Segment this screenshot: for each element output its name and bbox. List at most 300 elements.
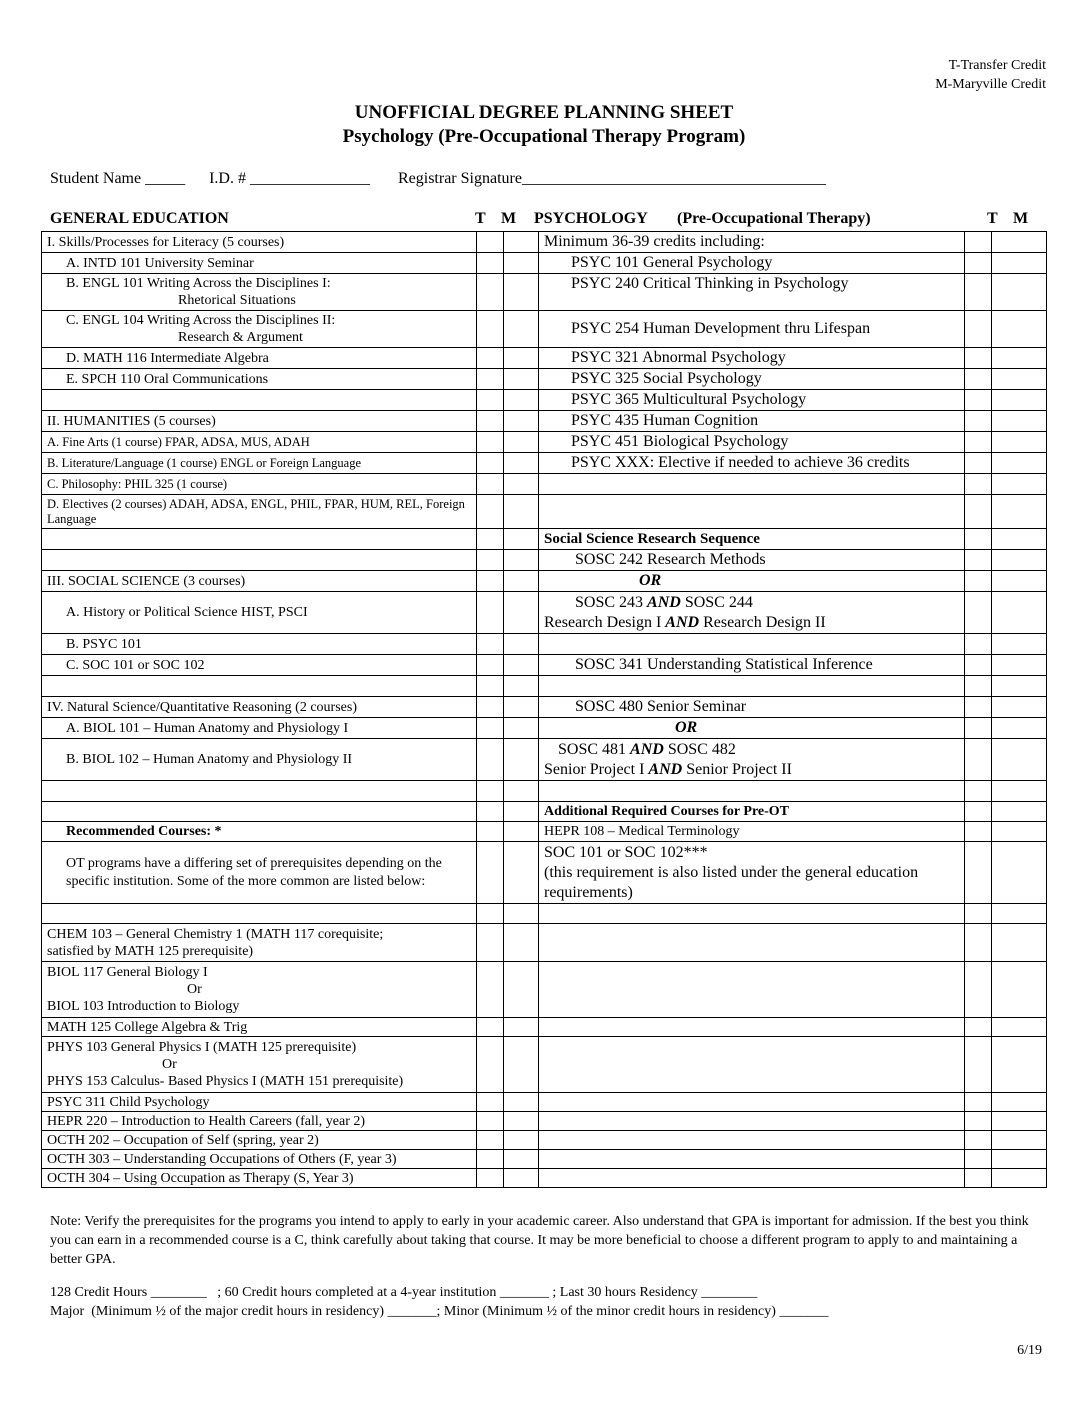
m-box[interactable] bbox=[504, 474, 539, 495]
table-row bbox=[42, 232, 1047, 253]
course-line: Or bbox=[187, 982, 202, 997]
degree-plan-table bbox=[41, 231, 1047, 1188]
t-box[interactable] bbox=[965, 495, 992, 529]
t-box[interactable] bbox=[965, 676, 992, 697]
gen-ed-cell bbox=[42, 550, 477, 571]
t-box[interactable] bbox=[965, 1169, 992, 1188]
gen-ed-cell: D. Electives (2 courses) ADAH, ADSA, ENGL, PHIL, FPAR, HUM, REL, Foreign Language bbox=[42, 495, 477, 529]
m-box[interactable] bbox=[992, 676, 1047, 697]
m-box[interactable] bbox=[504, 822, 539, 842]
t-box[interactable] bbox=[965, 802, 992, 822]
m-box[interactable] bbox=[992, 432, 1047, 453]
gen-ed-cell: OCTH 202 – Occupation of Self (spring, year 2) bbox=[42, 1131, 477, 1150]
m-box[interactable] bbox=[504, 1112, 539, 1131]
credit-legend bbox=[935, 56, 1046, 94]
gen-ed-cell: C. SOC 101 or SOC 102 bbox=[42, 655, 477, 676]
gen-ed-cell: A. INTD 101 University Seminar bbox=[42, 253, 477, 274]
t-box[interactable] bbox=[477, 802, 504, 822]
m-box[interactable] bbox=[504, 311, 539, 348]
gen-ed-cell: C. Philosophy: PHIL 325 (1 course) bbox=[42, 474, 477, 495]
m-box[interactable] bbox=[504, 232, 539, 253]
t-box[interactable] bbox=[965, 904, 992, 924]
table-row bbox=[42, 1112, 1047, 1131]
t-box[interactable] bbox=[965, 1018, 992, 1037]
psych-header: PSYCHOLOGY bbox=[534, 210, 648, 227]
m-box[interactable] bbox=[504, 274, 539, 311]
t-box[interactable] bbox=[477, 474, 504, 495]
psych-cell bbox=[539, 1037, 965, 1093]
t-box[interactable] bbox=[965, 1037, 992, 1093]
table-row bbox=[42, 962, 1047, 1018]
gen-ed-cell: IV. Natural Science/Quantitative Reasoning (2 courses) bbox=[42, 697, 477, 718]
m-box[interactable] bbox=[992, 781, 1047, 802]
psych-cell bbox=[539, 1150, 965, 1169]
psych-cell: PSYC 101 General Psychology bbox=[539, 253, 965, 274]
t-box[interactable] bbox=[965, 739, 992, 781]
table-row bbox=[42, 592, 1047, 634]
m-box[interactable] bbox=[504, 348, 539, 369]
t-box[interactable] bbox=[477, 697, 504, 718]
gen-ed-cell bbox=[42, 924, 477, 962]
course-line: BIOL 117 General Biology I bbox=[47, 965, 208, 980]
gen-ed-cell: III. SOCIAL SCIENCE (3 courses) bbox=[42, 571, 477, 592]
psych-cell bbox=[539, 1018, 965, 1037]
t-box[interactable] bbox=[477, 1150, 504, 1169]
m-box[interactable] bbox=[504, 1093, 539, 1112]
gen-ed-cell: A. Fine Arts (1 course) FPAR, ADSA, MUS, ADAH bbox=[42, 432, 477, 453]
t-box[interactable] bbox=[965, 369, 992, 390]
psych-cell: PSYC 321 Abnormal Psychology bbox=[539, 348, 965, 369]
psych-cell bbox=[539, 1131, 965, 1150]
gen-ed-cell: OCTH 304 – Using Occupation as Therapy (S, Year 3) bbox=[42, 1169, 477, 1188]
gen-ed-cell: OT programs have a differing set of prerequisites depending on the specific institution. Some of the more common are listed below: bbox=[42, 842, 477, 904]
course-text: Research Design I bbox=[544, 613, 666, 631]
m-box[interactable] bbox=[992, 697, 1047, 718]
t-box[interactable] bbox=[477, 718, 504, 739]
gen-ed-cell bbox=[42, 390, 477, 411]
and-label: AND bbox=[647, 593, 681, 611]
m-box[interactable] bbox=[992, 348, 1047, 369]
gen-ed-cell bbox=[42, 274, 477, 311]
m-box[interactable] bbox=[992, 1169, 1047, 1188]
t-box[interactable] bbox=[965, 390, 992, 411]
m-box[interactable] bbox=[504, 634, 539, 655]
m-box[interactable] bbox=[504, 1037, 539, 1093]
course-text: Research Design II bbox=[699, 613, 826, 631]
psych-cell bbox=[539, 1112, 965, 1131]
t-box[interactable] bbox=[477, 655, 504, 676]
gpa-note: Note: Verify the prerequisites for the programs you intend to apply to early in your academic career. Also understand that GPA is important for admission. If the best you think you can earn in a recommended course is a C, think carefully about taking that course. It may be more beneficial to choose a different program to apply to and maintaining a better GPA. bbox=[50, 1214, 1029, 1267]
m-box[interactable] bbox=[992, 390, 1047, 411]
t-box[interactable] bbox=[477, 253, 504, 274]
table-row bbox=[42, 634, 1047, 655]
gen-ed-cell: B. BIOL 102 – Human Anatomy and Physiology II bbox=[42, 739, 477, 781]
m-box[interactable] bbox=[992, 1093, 1047, 1112]
table-row bbox=[42, 432, 1047, 453]
m-box[interactable] bbox=[504, 739, 539, 781]
m-box[interactable] bbox=[992, 1112, 1047, 1131]
course-line: (this requirement is also listed under the general education requirements) bbox=[544, 863, 919, 901]
psych-cell bbox=[539, 1093, 965, 1112]
table-row bbox=[42, 924, 1047, 962]
m-box[interactable] bbox=[504, 369, 539, 390]
m-box[interactable] bbox=[992, 739, 1047, 781]
t-box[interactable] bbox=[965, 962, 992, 1018]
t-box[interactable] bbox=[965, 571, 992, 592]
table-row bbox=[42, 739, 1047, 781]
m-box[interactable] bbox=[504, 962, 539, 1018]
t-box[interactable] bbox=[477, 1112, 504, 1131]
psych-cell bbox=[539, 634, 965, 655]
and-label: AND bbox=[630, 740, 664, 758]
psych-cell bbox=[539, 495, 965, 529]
m-box[interactable] bbox=[504, 781, 539, 802]
m-box[interactable] bbox=[504, 432, 539, 453]
table-row bbox=[42, 571, 1047, 592]
m-box[interactable] bbox=[992, 1131, 1047, 1150]
m-box[interactable] bbox=[504, 718, 539, 739]
t-box[interactable] bbox=[477, 1018, 504, 1037]
m-box[interactable] bbox=[992, 369, 1047, 390]
t-box[interactable] bbox=[965, 550, 992, 571]
or-label: OR bbox=[539, 571, 965, 592]
table-row bbox=[42, 655, 1047, 676]
gen-ed-cell: MATH 125 College Algebra & Trig bbox=[42, 1018, 477, 1037]
m-box[interactable] bbox=[504, 697, 539, 718]
course-line: Or bbox=[162, 1057, 177, 1072]
psych-cell bbox=[539, 739, 965, 781]
gen-ed-cell bbox=[42, 676, 477, 697]
t-box[interactable] bbox=[965, 1093, 992, 1112]
m-box[interactable] bbox=[504, 453, 539, 474]
t-box[interactable] bbox=[477, 739, 504, 781]
table-row bbox=[42, 348, 1047, 369]
m-box[interactable] bbox=[992, 1037, 1047, 1093]
t-box[interactable] bbox=[965, 232, 992, 253]
student-info-line bbox=[50, 170, 826, 188]
t-box[interactable] bbox=[965, 274, 992, 311]
t-box[interactable] bbox=[477, 274, 504, 311]
t-box[interactable] bbox=[477, 529, 504, 550]
table-row bbox=[42, 697, 1047, 718]
table-row bbox=[42, 274, 1047, 311]
t-box[interactable] bbox=[965, 1112, 992, 1131]
course-text: SOSC 481 bbox=[558, 740, 631, 758]
table-row bbox=[42, 411, 1047, 432]
m-box[interactable] bbox=[504, 495, 539, 529]
table-row bbox=[42, 802, 1047, 822]
m-box[interactable] bbox=[992, 453, 1047, 474]
t-box[interactable] bbox=[965, 474, 992, 495]
table-row bbox=[42, 1169, 1047, 1188]
t-box[interactable] bbox=[965, 697, 992, 718]
table-row bbox=[42, 453, 1047, 474]
m-box[interactable] bbox=[504, 904, 539, 924]
t-box[interactable] bbox=[965, 655, 992, 676]
t-box[interactable] bbox=[965, 718, 992, 739]
psych-cell bbox=[539, 676, 965, 697]
t-box[interactable] bbox=[477, 432, 504, 453]
table-row bbox=[42, 1037, 1047, 1093]
m-box[interactable] bbox=[992, 802, 1047, 822]
m-box[interactable] bbox=[504, 253, 539, 274]
m-box[interactable] bbox=[992, 718, 1047, 739]
t-box[interactable] bbox=[477, 842, 504, 904]
t-box[interactable] bbox=[965, 311, 992, 348]
m-box[interactable] bbox=[992, 529, 1047, 550]
psych-cell bbox=[539, 1169, 965, 1188]
table-row bbox=[42, 390, 1047, 411]
psych-cell: PSYC 451 Biological Psychology bbox=[539, 432, 965, 453]
m-box[interactable] bbox=[992, 311, 1047, 348]
t-box[interactable] bbox=[477, 453, 504, 474]
residency-line[interactable]: Major (Minimum ½ of the major credit hours in residency) _______; Minor (Minimum ½ of the minor credit hours in residency) _______ bbox=[50, 1304, 829, 1319]
course-text: SOSC 244 bbox=[680, 593, 753, 611]
gen-ed-cell: D. MATH 116 Intermediate Algebra bbox=[42, 348, 477, 369]
gen-ed-cell: B. PSYC 101 bbox=[42, 634, 477, 655]
t-box[interactable] bbox=[477, 495, 504, 529]
psych-cell: PSYC 254 Human Development thru Lifespan bbox=[539, 311, 965, 348]
t-box[interactable] bbox=[477, 311, 504, 348]
or-label: OR bbox=[539, 718, 965, 739]
t-box[interactable] bbox=[477, 1037, 504, 1093]
table-row bbox=[42, 529, 1047, 550]
psych-sub-header: (Pre-Occupational Therapy) bbox=[677, 210, 871, 227]
gen-ed-header: GENERAL EDUCATION bbox=[50, 210, 229, 227]
psych-cell: HEPR 108 – Medical Terminology bbox=[539, 822, 965, 842]
m-box[interactable] bbox=[504, 571, 539, 592]
gen-ed-cell bbox=[42, 962, 477, 1018]
course-line: CHEM 103 – General Chemistry 1 (MATH 117 corequisite; bbox=[47, 926, 384, 942]
m-box[interactable] bbox=[992, 253, 1047, 274]
psych-m-header: M bbox=[1013, 210, 1029, 227]
t-box[interactable] bbox=[477, 571, 504, 592]
m-box[interactable] bbox=[992, 1018, 1047, 1037]
table-row bbox=[42, 904, 1047, 924]
m-box[interactable] bbox=[992, 571, 1047, 592]
student-name-field[interactable]: Student Name _____ bbox=[50, 170, 186, 187]
gen-ed-cell: II. HUMANITIES (5 courses) bbox=[42, 411, 477, 432]
gen-ed-cell: A. BIOL 101 – Human Anatomy and Physiology I bbox=[42, 718, 477, 739]
gen-ed-cell: HEPR 220 – Introduction to Health Careers (fall, year 2) bbox=[42, 1112, 477, 1131]
table-row bbox=[42, 842, 1047, 904]
t-box[interactable] bbox=[477, 592, 504, 634]
m-box[interactable] bbox=[992, 411, 1047, 432]
table-row bbox=[42, 1131, 1047, 1150]
psych-t-header: T bbox=[987, 210, 998, 227]
course-line: PHYS 103 General Physics I (MATH 125 prerequisite) bbox=[47, 1040, 357, 1055]
m-box[interactable] bbox=[992, 592, 1047, 634]
gen-ed-m-header: M bbox=[501, 210, 517, 227]
table-row bbox=[42, 718, 1047, 739]
psych-cell bbox=[539, 781, 965, 802]
course-line: satisfied by MATH 125 prerequisite) bbox=[47, 943, 254, 959]
t-box[interactable] bbox=[477, 822, 504, 842]
m-box[interactable] bbox=[504, 655, 539, 676]
course-line bbox=[544, 740, 961, 760]
recommended-heading: Recommended Courses: * bbox=[42, 822, 477, 842]
course-line bbox=[544, 760, 961, 780]
course-line: Research & Argument bbox=[178, 330, 303, 345]
gen-ed-cell bbox=[42, 1037, 477, 1093]
gen-ed-cell bbox=[42, 781, 477, 802]
course-line: Rhetorical Situations bbox=[178, 293, 296, 308]
psych-cell: PSYC XXX: Elective if needed to achieve 36 credits bbox=[539, 453, 965, 474]
m-box[interactable] bbox=[992, 232, 1047, 253]
course-line: BIOL 103 Introduction to Biology bbox=[47, 999, 240, 1014]
t-box[interactable] bbox=[965, 453, 992, 474]
gen-ed-cell bbox=[42, 904, 477, 924]
t-box[interactable] bbox=[477, 904, 504, 924]
table-row bbox=[42, 550, 1047, 571]
m-box[interactable] bbox=[504, 390, 539, 411]
psych-cell bbox=[539, 474, 965, 495]
m-box[interactable] bbox=[992, 274, 1047, 311]
m-box[interactable] bbox=[992, 904, 1047, 924]
research-sequence-heading: Social Science Research Sequence bbox=[539, 529, 965, 550]
m-box[interactable] bbox=[504, 842, 539, 904]
m-box[interactable] bbox=[504, 802, 539, 822]
m-box[interactable] bbox=[992, 495, 1047, 529]
t-box[interactable] bbox=[477, 781, 504, 802]
table-row bbox=[42, 474, 1047, 495]
m-box[interactable] bbox=[504, 924, 539, 962]
course-line: PHYS 153 Calculus- Based Physics I (MATH 151 prerequisite) bbox=[47, 1074, 404, 1089]
psych-cell: PSYC 365 Multicultural Psychology bbox=[539, 390, 965, 411]
t-box[interactable] bbox=[965, 253, 992, 274]
table-row bbox=[42, 1093, 1047, 1112]
t-box[interactable] bbox=[965, 1150, 992, 1169]
t-box[interactable] bbox=[477, 924, 504, 962]
course-line bbox=[544, 613, 961, 633]
course-text: SOSC 482 bbox=[663, 740, 736, 758]
t-box[interactable] bbox=[477, 369, 504, 390]
gen-ed-cell: B. Literature/Language (1 course) ENGL or Foreign Language bbox=[42, 453, 477, 474]
gen-ed-cell: A. History or Political Science HIST, PSCI bbox=[42, 592, 477, 634]
t-box[interactable] bbox=[965, 592, 992, 634]
student-id-field[interactable]: I.D. # _______________ bbox=[209, 170, 370, 187]
course-text: SOSC 243 bbox=[575, 593, 648, 611]
table-row bbox=[42, 1150, 1047, 1169]
table-row bbox=[42, 781, 1047, 802]
gen-ed-t-header: T bbox=[475, 210, 486, 227]
psych-cell: SOSC 341 Understanding Statistical Inference bbox=[539, 655, 965, 676]
t-box[interactable] bbox=[965, 411, 992, 432]
m-box[interactable] bbox=[992, 1150, 1047, 1169]
table-row bbox=[42, 495, 1047, 529]
t-box[interactable] bbox=[477, 232, 504, 253]
t-box[interactable] bbox=[477, 1093, 504, 1112]
m-box[interactable] bbox=[504, 676, 539, 697]
m-box[interactable] bbox=[504, 529, 539, 550]
t-box[interactable] bbox=[965, 529, 992, 550]
registrar-signature-field[interactable]: Registrar Signature______________________________________ bbox=[397, 170, 826, 187]
t-box[interactable] bbox=[477, 390, 504, 411]
psych-cell: SOSC 242 Research Methods bbox=[539, 550, 965, 571]
table-row bbox=[42, 822, 1047, 842]
legend-transfer: T-Transfer Credit bbox=[948, 58, 1046, 73]
table-row bbox=[42, 311, 1047, 348]
table-row bbox=[42, 253, 1047, 274]
revision-date: 6/19 bbox=[1017, 1343, 1042, 1358]
and-label: AND bbox=[648, 760, 683, 778]
psych-cell bbox=[539, 962, 965, 1018]
psych-cell: PSYC 435 Human Cognition bbox=[539, 411, 965, 432]
t-box[interactable] bbox=[477, 550, 504, 571]
t-box[interactable] bbox=[965, 822, 992, 842]
gen-ed-cell bbox=[42, 529, 477, 550]
psych-cell: SOSC 480 Senior Seminar bbox=[539, 697, 965, 718]
m-box[interactable] bbox=[504, 592, 539, 634]
gen-ed-cell: PSYC 311 Child Psychology bbox=[42, 1093, 477, 1112]
m-box[interactable] bbox=[992, 962, 1047, 1018]
t-box[interactable] bbox=[965, 781, 992, 802]
pre-ot-heading: Additional Required Courses for Pre-OT bbox=[539, 802, 965, 822]
psych-cell: Minimum 36-39 credits including: bbox=[539, 232, 965, 253]
course-line: B. ENGL 101 Writing Across the Disciplines I: bbox=[66, 276, 331, 291]
table-row bbox=[42, 1018, 1047, 1037]
t-box[interactable] bbox=[477, 676, 504, 697]
m-box[interactable] bbox=[504, 550, 539, 571]
m-box[interactable] bbox=[504, 411, 539, 432]
t-box[interactable] bbox=[477, 1169, 504, 1188]
m-box[interactable] bbox=[504, 1018, 539, 1037]
t-box[interactable] bbox=[965, 634, 992, 655]
table-row bbox=[42, 676, 1047, 697]
m-box[interactable] bbox=[992, 842, 1047, 904]
m-box[interactable] bbox=[992, 822, 1047, 842]
gen-ed-cell: I. Skills/Processes for Literacy (5 courses) bbox=[42, 232, 477, 253]
page-subtitle: Psychology (Pre-Occupational Therapy Program) bbox=[342, 126, 746, 147]
credit-hours-line[interactable]: 128 Credit Hours ________ ; 60 Credit hours completed at a 4-year institution _______ ; Last 30 hours Residency ________ bbox=[50, 1285, 758, 1300]
t-box[interactable] bbox=[965, 348, 992, 369]
gen-ed-cell: E. SPCH 110 Oral Communications bbox=[42, 369, 477, 390]
course-line bbox=[544, 593, 961, 613]
legend-maryville: M-Maryville Credit bbox=[935, 77, 1046, 92]
m-box[interactable] bbox=[992, 924, 1047, 962]
t-box[interactable] bbox=[965, 924, 992, 962]
m-box[interactable] bbox=[992, 655, 1047, 676]
gen-ed-cell: OCTH 303 – Understanding Occupations of Others (F, year 3) bbox=[42, 1150, 477, 1169]
psych-cell bbox=[539, 904, 965, 924]
m-box[interactable] bbox=[504, 1131, 539, 1150]
t-box[interactable] bbox=[965, 842, 992, 904]
gen-ed-cell bbox=[42, 311, 477, 348]
psych-cell: PSYC 325 Social Psychology bbox=[539, 369, 965, 390]
t-box[interactable] bbox=[965, 1131, 992, 1150]
course-text: Senior Project II bbox=[682, 760, 792, 778]
t-box[interactable] bbox=[477, 411, 504, 432]
course-text: Senior Project I bbox=[544, 760, 649, 778]
t-box[interactable] bbox=[477, 962, 504, 1018]
m-box[interactable] bbox=[992, 634, 1047, 655]
course-line: SOC 101 or SOC 102*** bbox=[544, 843, 708, 861]
m-box[interactable] bbox=[992, 550, 1047, 571]
m-box[interactable] bbox=[504, 1150, 539, 1169]
t-box[interactable] bbox=[477, 1131, 504, 1150]
psych-cell: PSYC 240 Critical Thinking in Psychology bbox=[539, 274, 965, 311]
and-label: AND bbox=[665, 613, 700, 631]
m-box[interactable] bbox=[992, 474, 1047, 495]
course-line: C. ENGL 104 Writing Across the Disciplines II: bbox=[66, 313, 336, 328]
psych-cell bbox=[539, 592, 965, 634]
m-box[interactable] bbox=[504, 1169, 539, 1188]
t-box[interactable] bbox=[965, 432, 992, 453]
table-row bbox=[42, 369, 1047, 390]
gen-ed-cell bbox=[42, 802, 477, 822]
t-box[interactable] bbox=[477, 348, 504, 369]
t-box[interactable] bbox=[477, 634, 504, 655]
